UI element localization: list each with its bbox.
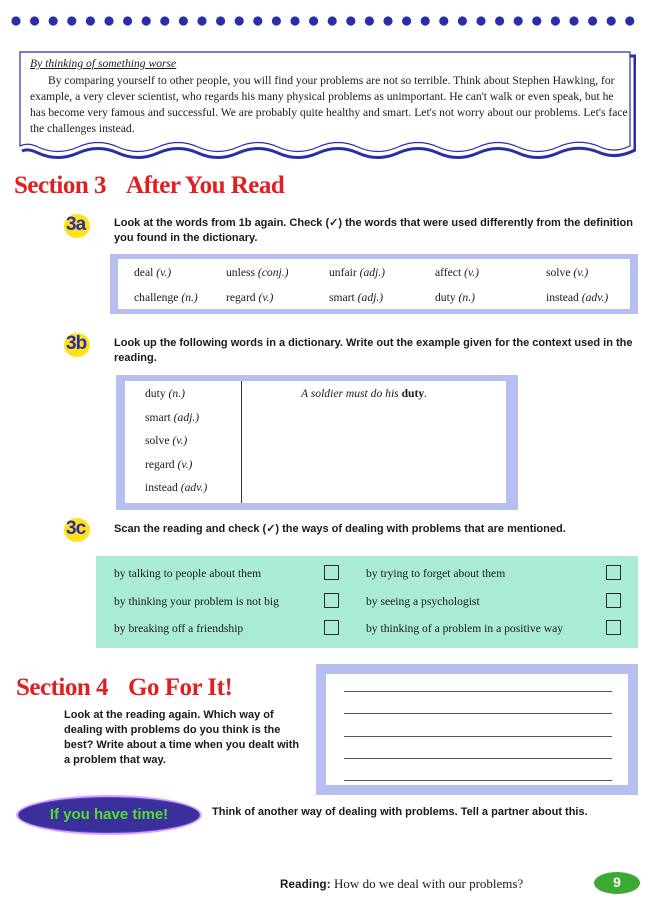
badge-3c: 3c (64, 518, 94, 542)
border-dot (476, 16, 485, 25)
option-label: by thinking of a problem in a positive way (366, 622, 564, 635)
footer-title (280, 876, 523, 892)
border-dot (67, 16, 76, 25)
option-checkbox[interactable] (324, 593, 339, 608)
border-dot (365, 16, 374, 25)
option-checkbox[interactable] (606, 593, 621, 608)
writing-line[interactable] (344, 713, 612, 714)
border-dot (216, 16, 225, 25)
writing-line[interactable] (344, 736, 612, 737)
page-number: 9 (594, 872, 640, 894)
border-dot (588, 16, 597, 25)
writing-line[interactable] (344, 691, 612, 692)
border-dot (383, 16, 392, 25)
border-dot (142, 16, 151, 25)
word-item: deal (v.) (134, 266, 172, 279)
intro-paragraph: By comparing yourself to other people, you will find your problems are not so terrible. Think about Stephen Hawking, for example, a very clever scientist, who regards his many physical problems as unimportant. He can't walk or even speak, but he has become very famous and successful. We are probably quite healthy and smart. Let's not worry about our problems. Let's face the challenges instead. (30, 74, 628, 135)
word-item: instead (adv.) (546, 291, 609, 304)
border-dot (532, 16, 541, 25)
border-dot (235, 16, 244, 25)
extra-instruction: Think of another way of dealing with problems. Tell a partner about this. (212, 806, 588, 818)
option-label: by thinking your problem is not big (114, 595, 279, 608)
section4-heading: Go For It! (128, 674, 233, 701)
example-sentence: A soldier must do his duty. (301, 387, 428, 400)
word-item: smart (adj.) (329, 291, 384, 304)
border-dot (514, 16, 523, 25)
dictionary-word: duty (n.) (145, 387, 185, 400)
option-label: by seeing a psychologist (366, 595, 480, 608)
dictionary-word: instead (adv.) (145, 481, 208, 494)
instruction-3a: Look at the words from 1b again. Check (✓) the words that were used differently from the definition you found in the dictionary. (114, 217, 633, 244)
border-dot (179, 16, 188, 25)
border-dot (458, 16, 467, 25)
option-checkbox[interactable] (324, 620, 339, 635)
dictionary-word: smart (adj.) (145, 410, 200, 424)
dictionary-word: solve (v.) (145, 434, 188, 447)
border-dot (328, 16, 337, 25)
option-label: by breaking off a friendship (114, 622, 244, 635)
word-item: regard (v.) (226, 291, 274, 304)
section3-heading: After You Read (126, 172, 285, 199)
border-dot (123, 16, 132, 25)
border-dot (625, 16, 634, 25)
instruction-section4: Look at the reading again. Which way of dealing with problems do you think is the best? Write about a time when you dealt with a problem that way. (64, 709, 300, 766)
section3-number: Section 3 (14, 172, 107, 199)
border-dot (253, 16, 262, 25)
section4-number: Section 4 (16, 674, 109, 701)
writing-line[interactable] (344, 780, 612, 781)
footer-text: How do we deal with our problems? (334, 876, 524, 891)
word-item: affect (v.) (435, 266, 479, 279)
badge-3b: 3b (64, 333, 94, 357)
option-label: by talking to people about them (114, 567, 262, 580)
intro-heading: By thinking of something worse (30, 57, 177, 70)
border-dot (86, 16, 95, 25)
word-item: unless (conj.) (226, 266, 289, 279)
footer-label: Reading: (280, 879, 331, 891)
word-item: challenge (n.) (134, 291, 198, 304)
border-dot (197, 16, 206, 25)
border-dot (495, 16, 504, 25)
word-item: duty (n.) (435, 291, 475, 304)
options-box (96, 556, 638, 648)
dictionary-table (116, 375, 518, 510)
border-dot (160, 16, 169, 25)
dictionary-word: regard (v.) (145, 457, 193, 471)
instruction-3c: Scan the reading and check (✓) the ways of dealing with problems that are mentioned. (114, 523, 566, 535)
option-label: by trying to forget about them (366, 567, 506, 580)
instruction-3b: Look up the following words in a dictionary. Write out the example given for the context used in the reading. (114, 337, 633, 364)
border-dot (421, 16, 430, 25)
badge-3a: 3a (64, 214, 94, 238)
section4-title (16, 674, 232, 702)
intro-box (18, 50, 636, 164)
border-dot (607, 16, 616, 25)
dotted-border (8, 6, 648, 36)
border-dot (346, 16, 355, 25)
border-dot (49, 16, 58, 25)
border-dot (569, 16, 578, 25)
writing-line[interactable] (344, 758, 612, 759)
border-dot (402, 16, 411, 25)
border-dot (439, 16, 448, 25)
border-dot (290, 16, 299, 25)
border-dot (104, 16, 113, 25)
section3-title (14, 172, 284, 200)
table-divider (241, 381, 242, 503)
word-item: solve (v.) (546, 266, 589, 279)
if-you-have-time-badge: If you have time! (16, 795, 202, 835)
option-checkbox[interactable] (606, 565, 621, 580)
word-item: unfair (adj.) (329, 266, 386, 279)
writing-lines-box (316, 664, 638, 795)
border-dot (309, 16, 318, 25)
border-dot (11, 16, 20, 25)
option-checkbox[interactable] (606, 620, 621, 635)
word-list-box (110, 254, 638, 314)
option-checkbox[interactable] (324, 565, 339, 580)
border-dot (30, 16, 39, 25)
border-dot (272, 16, 281, 25)
border-dot (551, 16, 560, 25)
